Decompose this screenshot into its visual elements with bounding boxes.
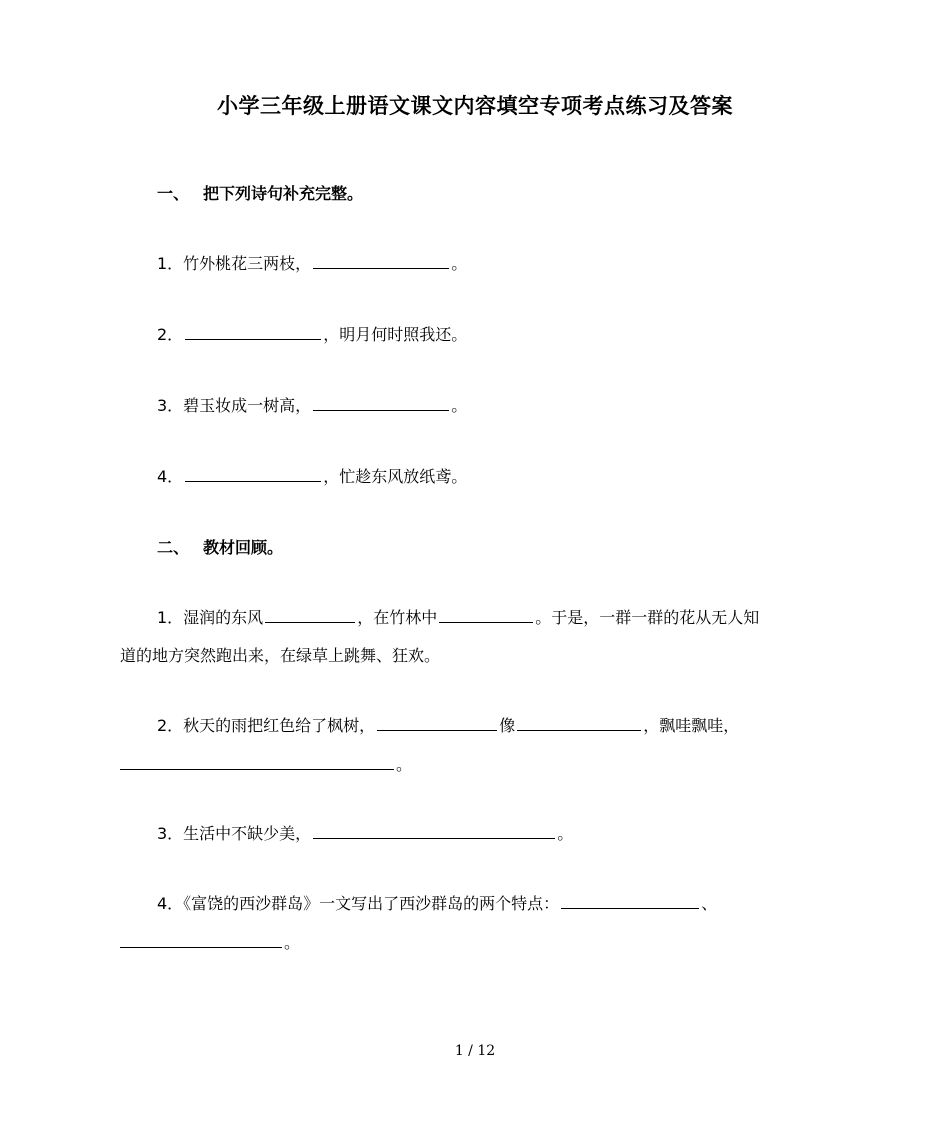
question-2-1-continued <box>120 643 440 666</box>
question-text: 。 <box>451 254 468 273</box>
answer-blank[interactable] <box>265 608 355 623</box>
question-1-4 <box>157 464 467 487</box>
question-text: 。于是，一群一群的花从无人知 <box>535 608 760 627</box>
question-text: 。 <box>451 396 468 415</box>
document-title: 小学三年级上册语文课文内容填空专项考点练习及答案 <box>217 94 733 118</box>
question-text: 。 <box>396 755 413 774</box>
answer-blank[interactable] <box>517 716 641 731</box>
question-2-4 <box>157 891 717 914</box>
answer-blank[interactable] <box>185 467 321 482</box>
section-number: 一、 <box>157 184 190 203</box>
answer-blank[interactable] <box>313 254 449 269</box>
answer-blank[interactable] <box>439 608 533 623</box>
question-2-3 <box>157 821 573 844</box>
question-text: 道的地方突然跑出来，在绿草上跳舞、狂欢。 <box>120 646 441 665</box>
section-title: 把下列诗句补充完整。 <box>203 184 364 203</box>
question-text: 1．湿润的东风 <box>157 608 264 627</box>
question-1-2 <box>157 322 467 345</box>
question-text: 4．《富饶的西沙群岛》一文写出了西沙群岛的两个特点： <box>157 894 560 913</box>
section-number: 二、 <box>157 538 190 557</box>
question-1-3 <box>157 393 467 416</box>
answer-blank[interactable] <box>377 716 497 731</box>
question-text: 2．秋天的雨把红色给了枫树， <box>157 716 376 735</box>
question-text: 。 <box>557 824 574 843</box>
question-text: 。 <box>284 933 301 952</box>
answer-blank[interactable] <box>313 824 555 839</box>
question-text: ，明月何时照我还。 <box>323 325 468 344</box>
question-text: ，飘哇飘哇， <box>643 716 740 735</box>
question-text: 3．碧玉妆成一树高， <box>157 396 312 415</box>
section-heading-1 <box>157 181 363 204</box>
question-text: 3．生活中不缺少美， <box>157 824 312 843</box>
question-2-1 <box>157 605 759 628</box>
question-text: 4． <box>157 467 184 486</box>
question-text: 1．竹外桃花三两枝， <box>157 254 312 273</box>
question-text: 像 <box>499 716 516 735</box>
answer-blank[interactable] <box>313 396 449 411</box>
question-2-2 <box>157 713 739 736</box>
question-1-1 <box>157 251 467 274</box>
answer-blank[interactable] <box>120 755 394 770</box>
question-text: 2． <box>157 325 184 344</box>
section-title: 教材回顾。 <box>203 538 284 557</box>
answer-blank[interactable] <box>185 325 321 340</box>
question-text: 、 <box>701 894 718 913</box>
question-text: ，忙趁东风放纸鸢。 <box>323 467 468 486</box>
question-text: ，在竹林中 <box>357 608 438 627</box>
section-heading-2 <box>157 535 283 558</box>
question-2-4-continued <box>120 930 300 953</box>
page-number: 1 / 12 <box>454 1043 496 1059</box>
answer-blank[interactable] <box>561 894 699 909</box>
question-2-2-continued <box>120 752 412 775</box>
answer-blank[interactable] <box>120 933 282 948</box>
